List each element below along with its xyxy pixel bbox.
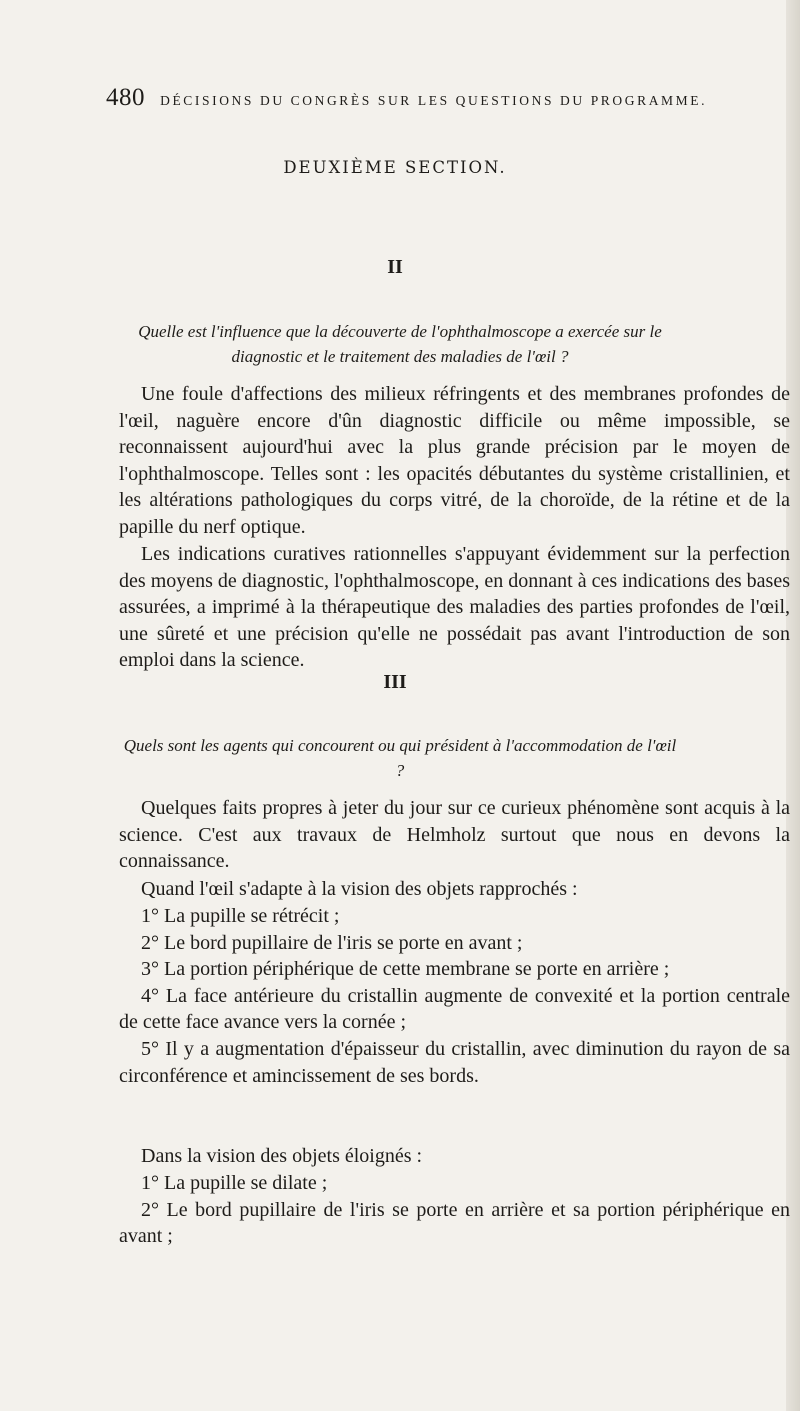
far-vision-list <box>119 1170 790 1250</box>
section-numeral-ii: II <box>387 256 403 278</box>
paragraph-ii-1: Une foule d'affections des milieux réfringents et des membranes profondes de l'œil, naguère encore d'ûn diagnostic difficile ou même impossible, se reconnaissent aujourd'hui avec la plus grande précision par le moyen de l'ophthalmoscope. Telles sont : les opacités débutantes du système cristallinien, et les altérations pathologiques du corps vitré, de la choroïde, de la rétine et de la papille du nerf optique. <box>119 383 790 538</box>
paragraph-ii-2: Les indications curatives rationnelles s'appuyant évidemment sur la perfection des moyens de diagnostic, l'ophthalmoscope, en donnant à ces indications des bases assurées, a imprimé à la thérapeutique des maladies des parties profondes de l'œil, une sûreté et une précision qu'elle ne possédait pas avant l'introduction de son emploi dans la science. <box>119 543 790 672</box>
running-head <box>106 84 706 114</box>
list-item: 5° Il y a augmentation d'épaisseur du cristallin, avec diminution du rayon de sa circonférence et amincissement de ses bords. <box>119 1037 790 1087</box>
running-title: DÉCISIONS DU CONGRÈS SUR LES QUESTIONS DU PROGRAMME. <box>160 93 708 108</box>
list-item: 1° La pupille se rétrécit ; <box>141 905 340 927</box>
near-vision-list <box>119 903 790 1089</box>
list-item: 2° Le bord pupillaire de l'iris se porte en arrière et sa portion périphérique en avant ; <box>119 1198 790 1248</box>
near-vision-intro: Quand l'œil s'adapte à la vision des objets rapprochés : <box>141 878 578 900</box>
section-numeral-iii: III <box>383 671 407 693</box>
page-number: 480 <box>106 84 145 111</box>
list-item: 1° La pupille se dilate ; <box>141 1172 328 1194</box>
paragraph-iii-intro: Quelques faits propres à jeter du jour sur ce curieux phénomène sont acquis à la science. C'est aux travaux de Helmholz surtout que nous en devons la connaissance. <box>119 797 790 873</box>
list-item: 3° La portion périphérique de cette membrane se porte en arrière ; <box>141 958 670 981</box>
far-vision-intro: Dans la vision des objets éloignés : <box>141 1145 423 1167</box>
list-item: 2° Le bord pupillaire de l'iris se porte en avant ; <box>141 931 523 954</box>
list-item: 4° La face antérieure du cristallin augmente de convexité et la portion centrale de cette face avance vers la cornée ; <box>119 984 790 1034</box>
question-iii: Quels sont les agents qui concourent ou qui président à l'accommodation de l'œil ? <box>123 736 677 780</box>
section-heading: DEUXIÈME SECTION. <box>283 158 507 177</box>
question-ii: Quelle est l'influence que la découverte de l'ophthalmoscope a exercée sur le diagnostic et le traitement des maladies de l'œil ? <box>138 322 662 366</box>
